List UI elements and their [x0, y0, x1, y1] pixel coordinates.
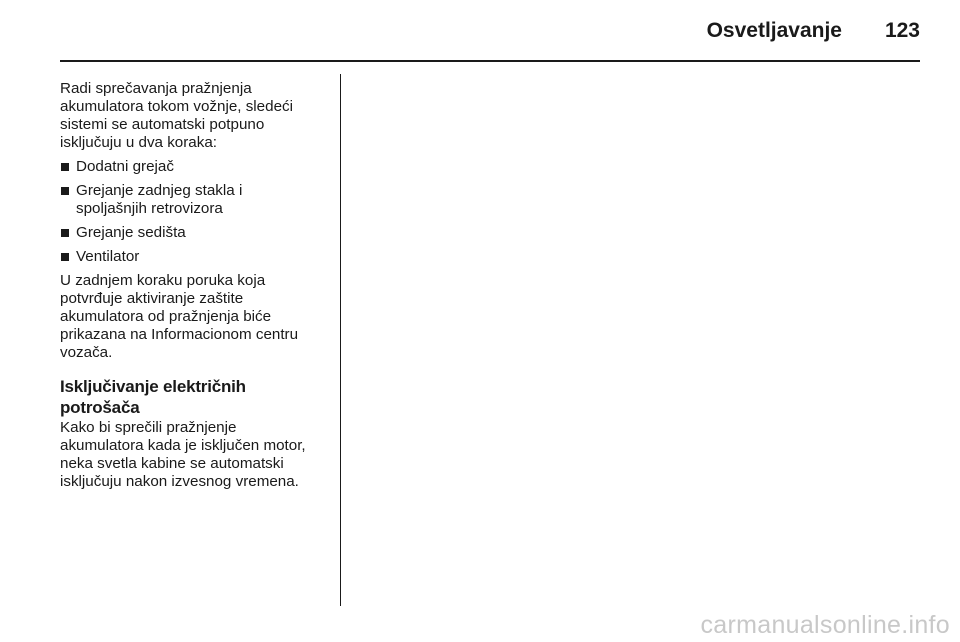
section-body: [60, 419, 335, 491]
paragraph-line: prikazana na Informacionom centru: [60, 326, 299, 343]
header-rule: [60, 60, 920, 62]
bullet-list: [60, 158, 335, 266]
section-heading: [60, 376, 335, 418]
page-title: Osvetljavanje: [706, 19, 842, 42]
list-item-text: Dodatni grejač: [76, 158, 174, 175]
list-item-text: Grejanje sedišta: [76, 224, 186, 241]
section-heading-line: Isključivanje električnih: [60, 377, 246, 396]
square-bullet-icon: [61, 163, 69, 171]
list-item-text: Grejanje zadnjeg stakla i: [76, 182, 243, 199]
intro-line: isključuju u dva koraka:: [60, 134, 218, 151]
page-number: 123: [884, 19, 920, 42]
paragraph-line: neka svetla kabine se automatski: [60, 455, 284, 472]
list-item: [60, 158, 335, 176]
paragraph-line: potvrđuje aktiviranje zaštite: [60, 290, 244, 307]
square-bullet-icon: [61, 253, 69, 261]
paragraph-line: U zadnjem koraku poruka koja: [60, 272, 266, 289]
intro-line: sistemi se automatski potpuno: [60, 116, 265, 133]
intro-line: Radi sprečavanja pražnjenja: [60, 80, 252, 97]
intro-line: akumulatora tokom vožnje, sledeći: [60, 98, 293, 115]
left-column: [60, 80, 335, 497]
page-header: [0, 0, 960, 62]
list-item-text: spoljašnjih retrovizora: [76, 200, 223, 217]
battery-warning-paragraph: [60, 272, 335, 362]
square-bullet-icon: [61, 187, 69, 195]
paragraph-line: isključuju nakon izvesnog vremena.: [60, 473, 299, 490]
list-item: [60, 248, 335, 266]
watermark: carmanualsonline.info: [700, 611, 950, 639]
square-bullet-icon: [61, 229, 69, 237]
intro-paragraph: [60, 80, 335, 152]
paragraph-line: akumulatora od pražnjenja biće: [60, 308, 272, 325]
section-heading-line: potrošača: [60, 398, 140, 417]
column-divider: [340, 74, 341, 606]
list-item: [60, 224, 335, 242]
list-item: [60, 182, 335, 218]
paragraph-line: vozača.: [60, 344, 113, 361]
paragraph-line: akumulatora kada je isključen motor,: [60, 437, 306, 454]
list-item-text: Ventilator: [76, 248, 140, 265]
paragraph-line: Kako bi sprečili pražnjenje: [60, 419, 237, 436]
